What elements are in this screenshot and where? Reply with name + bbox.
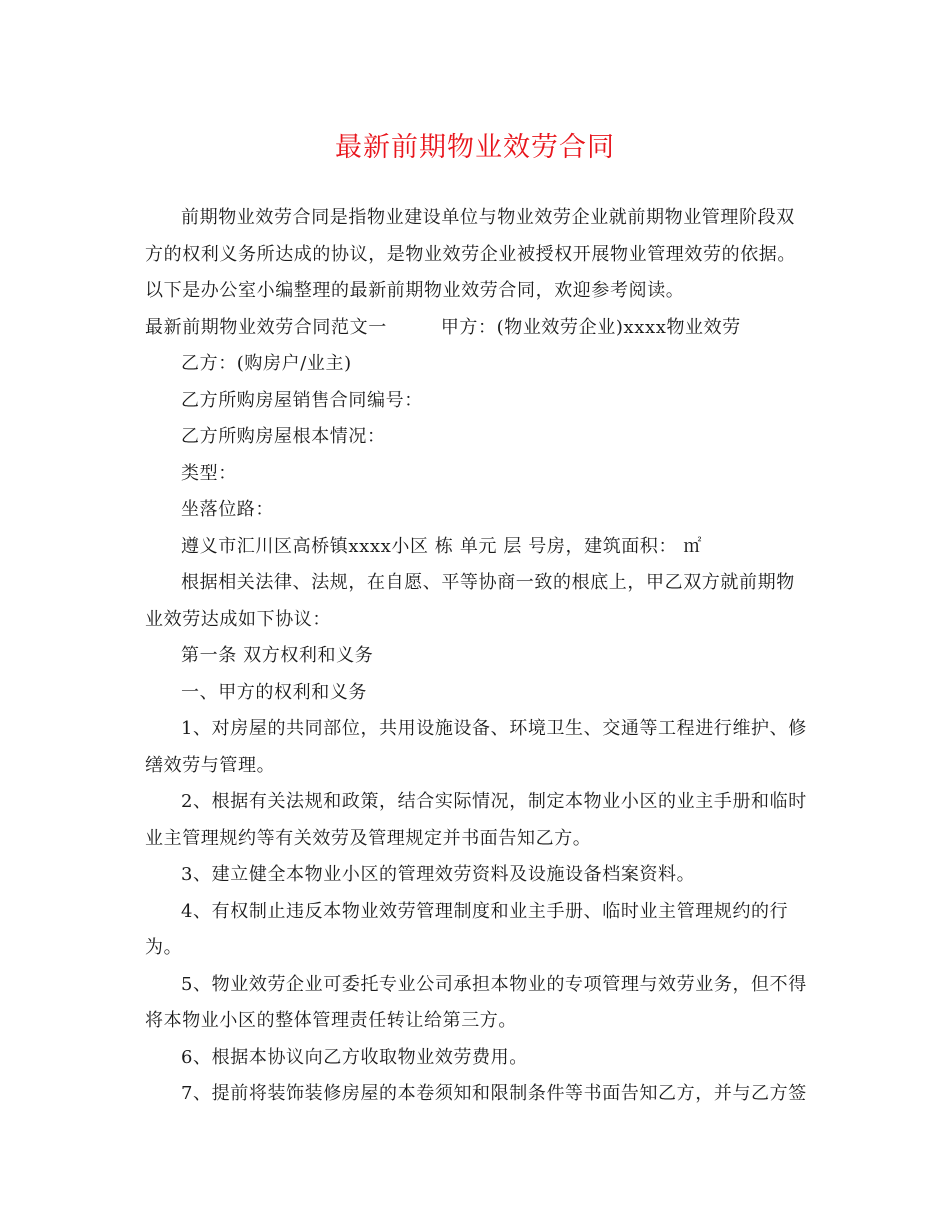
article-1-heading: 第一条 双方权利和义务	[181, 645, 374, 666]
sample-heading-line	[145, 310, 810, 347]
contract-number-line: 乙方所购房屋销售合同编号：	[181, 389, 423, 411]
item-4: 4、有权制止违反本物业效劳管理制度和业主手册、临时业主管理规约的行为。	[145, 900, 789, 958]
party-a-line: 甲方：(物业效劳企业)xxxx物业效劳	[440, 316, 741, 338]
section-1-heading: 一、甲方的权利和义务	[181, 681, 367, 703]
item-5: 5、物业效劳企业可委托专业公司承担本物业的专项管理与效劳业务，但不得将本物业小区的整体管理责任转让给第三方。	[145, 973, 807, 1031]
basis-paragraph: 根据相关法律、法规，在自愿、平等协商一致的根底上，甲乙双方就前期物业效劳达成如下协议：	[145, 572, 795, 630]
house-info-line: 乙方所购房屋根本情况：	[181, 426, 386, 447]
item-6: 6、根据本协议向乙方收取物业效劳费用。	[181, 1046, 528, 1068]
page-title: 最新前期物业效劳合同	[335, 132, 615, 163]
item-7: 7、提前将装饰装修房屋的本卷须知和限制条件等书面告知乙方，并与乙方签	[181, 1083, 807, 1104]
sample-heading: 最新前期物业效劳合同范文一	[145, 316, 387, 338]
intro-paragraph: 前期物业效劳合同是指物业建设单位与物业效劳企业就前期物业管理阶段双方的权利义务所达成的协议，是物业效劳企业被授权开展物业管理效劳的依据。以下是办公室小编整理的最新前期物业效劳合同，欢迎参考阅读。	[145, 207, 796, 301]
item-2: 2、根据有关法规和政策，结合实际情况，制定本物业小区的业主手册和临时业主管理规约等有关效劳及管理规定并书面告知乙方。	[145, 791, 807, 849]
document-body	[145, 200, 810, 1113]
address-line: 遵义市汇川区高桥镇xxxx小区 栋 单元 层 号房，建筑面积： ㎡	[181, 535, 703, 557]
item-3: 3、建立健全本物业小区的管理效劳资料及设施设备档案资料。	[181, 864, 696, 885]
item-1: 1、对房屋的共同部位，共用设施设备、环境卫生、交通等工程进行维护、修缮效劳与管理。	[145, 718, 807, 776]
location-line: 坐落位路：	[181, 499, 274, 520]
type-line: 类型：	[181, 462, 237, 484]
party-b-line: 乙方：(购房户/业主)	[181, 353, 352, 374]
